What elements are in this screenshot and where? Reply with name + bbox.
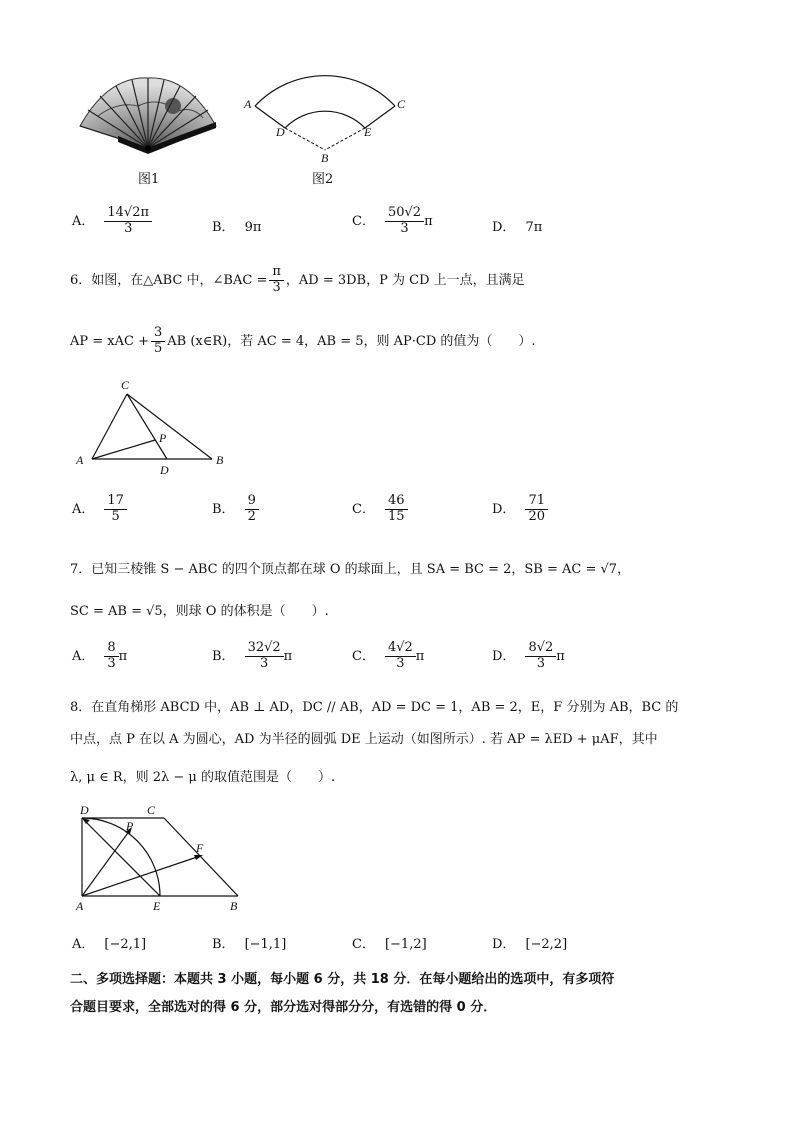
- q6-triangle-figure: [72, 376, 237, 476]
- q6-label-b: B: [216, 453, 224, 467]
- q5-option-d[interactable]: D． 7π: [492, 220, 543, 235]
- q5-option-a[interactable]: A． $\frac{14√2\pi}{3}$: [72, 206, 152, 237]
- q8-stem-line1: 8．在直角梯形 ABCD 中，AB ⊥ AD，DC // AB，AD = DC = 1，AB = 2，E，F 分别为 AB，BC 的: [70, 700, 679, 715]
- q8-label-p: P: [126, 819, 134, 833]
- q5-option-c[interactable]: C． $\frac{50√2}{3}$ π: [352, 205, 433, 236]
- q8-stem-line3: λ, μ ∈ R，则 2λ − μ 的取值范围是（ ）.: [70, 770, 336, 785]
- q8-option-d[interactable]: D． [−2,2]: [492, 937, 568, 952]
- q6-label-a: A: [76, 453, 84, 467]
- q8-label-d: D: [80, 803, 89, 817]
- q6-stem-line1: 6．如图，在△ABC 中，∠BAC = $\frac{\pi}{3}$ ，AD = 3DB，P 为 CD 上一点，且满足: [70, 264, 525, 295]
- q8-option-c[interactable]: C． [−1,2]: [352, 937, 427, 952]
- q6-stem-line2: AP = xAC + $\frac{3}{5}$ AB (x∈R)，若 AC = 4，AB = 5，则 AP·CD 的值为（ ）.: [70, 325, 536, 356]
- fig2-label-c: C: [397, 97, 406, 111]
- q6-option-c[interactable]: C． $\frac{46}{15}$: [352, 494, 408, 525]
- q6-label-c: C: [121, 378, 130, 392]
- fig2-label-d: D: [276, 125, 285, 139]
- q5-option-b[interactable]: B． 9π: [212, 220, 262, 235]
- q8-label-b: B: [230, 899, 238, 912]
- q7-option-b[interactable]: B． $\frac{32√2}{3}$ π: [212, 640, 293, 671]
- q8-trapezoid-figure: [68, 800, 258, 912]
- q8-stem-line2: 中点，点 P 在以 A 为圆心，AD 为半径的圆弧 DE 上运动（如图所示）. 若 AP = λED + μAF，其中: [70, 732, 658, 747]
- section-2-heading-line2: 合题目要求，全部选对的得 6 分，部分选对得部分分，有选错的得 0 分．: [70, 1000, 497, 1015]
- figure-1-caption: 图1: [138, 172, 160, 187]
- fig2-label-b: B: [321, 151, 329, 165]
- figure-1-fan: [78, 76, 218, 158]
- fig2-label-e: E: [364, 125, 372, 139]
- q7-option-a[interactable]: A． $\frac{8}{3}$ π: [72, 640, 128, 671]
- fig2-label-a: A: [244, 97, 252, 111]
- q8-label-e: E: [153, 899, 161, 912]
- q8-option-a[interactable]: A． [−2,1]: [72, 937, 147, 952]
- figure-2-caption: 图2: [312, 172, 334, 187]
- q6-option-a[interactable]: A． $\frac{17}{5}$: [72, 494, 127, 525]
- q6-label-d: D: [160, 463, 169, 476]
- q7-stem-line1: 7．已知三棱锥 S − ABC 的四个顶点都在球 O 的球面上，且 SA = BC = 2，SB = AC = √7，: [70, 562, 631, 577]
- q8-label-c: C: [147, 803, 156, 817]
- q6-label-p: P: [159, 431, 167, 445]
- figure-2-diagram: [240, 60, 410, 165]
- q8-label-f: F: [196, 841, 204, 855]
- q8-label-a: A: [76, 899, 84, 912]
- q7-option-c[interactable]: C． $\frac{4√2}{3}$ π: [352, 640, 425, 671]
- q7-option-d[interactable]: D． $\frac{8√2}{3}$ π: [492, 640, 565, 671]
- q6-option-d[interactable]: D． $\frac{71}{20}$: [492, 494, 548, 525]
- q7-stem-line2: SC = AB = √5，则球 O 的体积是（ ）.: [70, 604, 329, 619]
- q8-option-b[interactable]: B． [−1,1]: [212, 937, 287, 952]
- section-2-heading-line1: 二、多项选择题：本题共 3 小题，每小题 6 分，共 18 分．在每小题给出的选项中，有多项符: [70, 972, 615, 987]
- q6-option-b[interactable]: B． $\frac{9}{2}$: [212, 494, 259, 525]
